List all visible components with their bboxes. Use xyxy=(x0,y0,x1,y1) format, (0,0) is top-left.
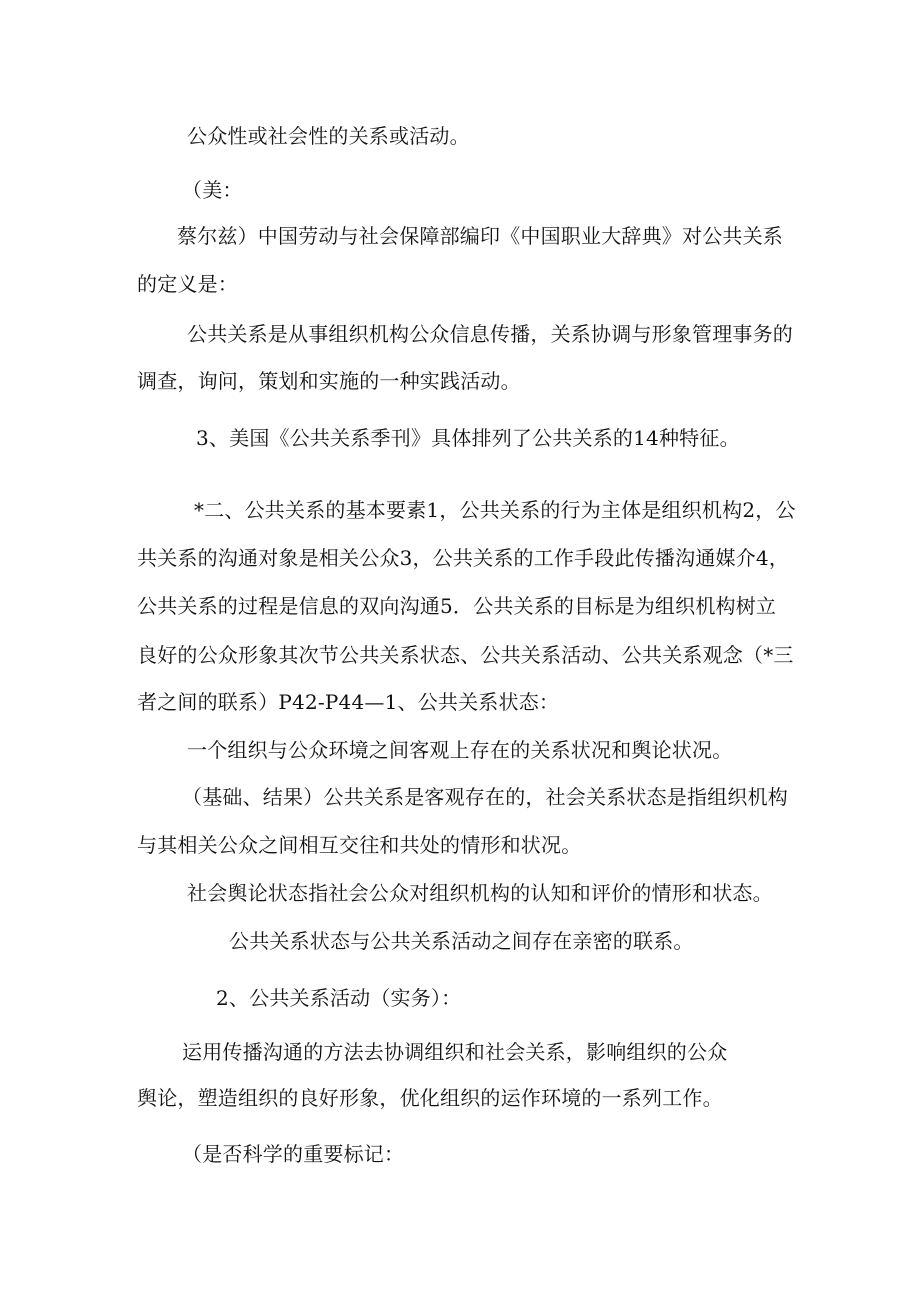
text-line: 一个组织与公众环境之间客观上存在的关系状况和舆论状况。 xyxy=(187,738,733,762)
text-line: 的定义是： xyxy=(137,272,238,296)
text-line: 社会舆论状态指社会公众对组织机构的认知和评价的情形和状态。 xyxy=(187,881,773,905)
text-line: （美： xyxy=(182,178,243,202)
text-line: *二、公共关系的基本要素1，公共关系的行为主体是组织机构2，公 xyxy=(194,498,796,522)
text-line: 3、美国《公共关系季刊》具体排列了公共关系的14种特征。 xyxy=(196,426,740,450)
text-line: 调查，询问，策划和实施的一种实践活动。 xyxy=(137,369,521,393)
text-line: 蔡尔兹）中国劳动与社会保障部编印《中国职业大辞典》对公共关系 xyxy=(177,224,783,248)
text-line: 共关系的沟通对象是相关公众3，公共关系的工作手段此传播沟通媒介4， xyxy=(137,546,790,570)
text-line: 舆论，塑造组织的良好形象，优化组织的运作环境的一系列工作。 xyxy=(137,1086,723,1110)
text-line: （基础、结果）公共关系是客观存在的，社会关系状态是指组织机构 xyxy=(182,785,788,809)
text-line: （是否科学的重要标记： xyxy=(182,1142,405,1166)
text-line: 者之间的联系）P42-P44—1、公共关系状态： xyxy=(137,690,560,714)
text-line: 公众性或社会性的关系或活动。 xyxy=(187,124,470,148)
text-line: 公共关系状态与公共关系活动之间存在亲密的联系。 xyxy=(229,929,694,953)
text-line: 2、公共关系活动（实务）： xyxy=(216,986,462,1010)
text-line: 与其相关公众之间相互交往和共处的情形和状况。 xyxy=(137,833,582,857)
text-line: 运用传播沟通的方法去协调组织和社会关系，影响组织的公众 xyxy=(182,1040,728,1064)
text-line: 公共关系是从事组织机构公众信息传播，关系协调与形象管理事务的 xyxy=(187,322,793,346)
text-line: 良好的公众形象其次节公共关系状态、公共关系活动、公共关系观念（*三 xyxy=(137,643,794,667)
text-line: 公共关系的过程是信息的双向沟通5．公共关系的目标是为组织机构树立 xyxy=(137,594,777,618)
